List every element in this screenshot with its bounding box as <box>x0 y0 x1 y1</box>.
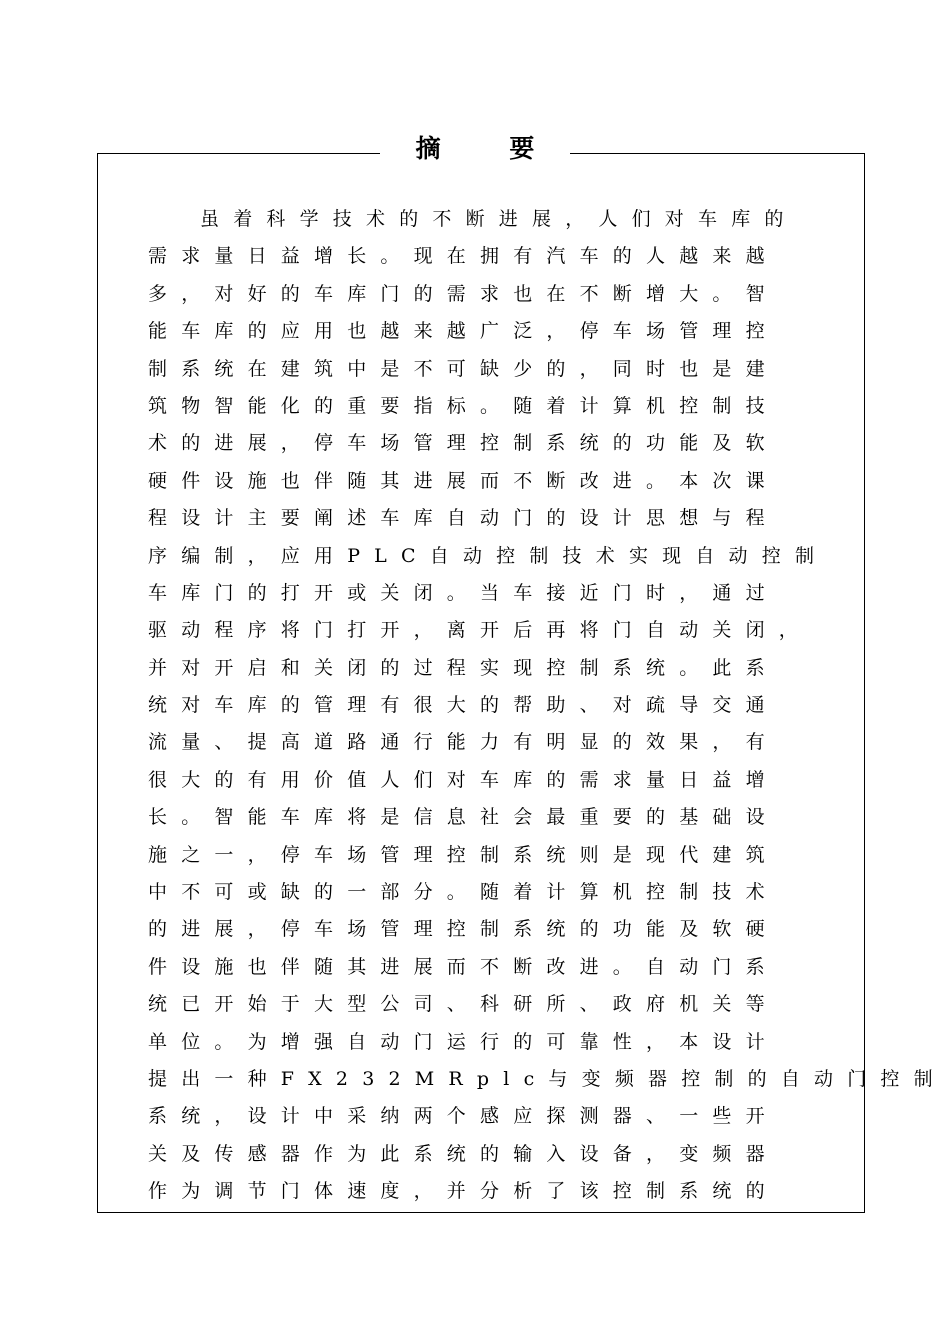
paragraph-line: 术的进展，停车场管理控制系统的功能及软 <box>148 432 779 455</box>
paragraph-line: 需求量日益增长。现在拥有汽车的人越来越 <box>148 245 779 268</box>
page-title: 摘 要 <box>380 128 570 170</box>
paragraph-line: 系统，设计中采纳两个感应探测器、一些开 <box>148 1105 779 1128</box>
paragraph-line: 并对开启和关闭的过程实现控制系统。此系 <box>148 656 779 679</box>
paragraph-line: 流量、提高道路通行能力有明显的效果，有 <box>148 731 779 754</box>
paragraph-line: 长。智能车库将是信息社会最重要的基础设 <box>148 806 779 829</box>
paragraph-line: 筑物智能化的重要指标。随着计算机控制技 <box>148 394 779 417</box>
paragraph-line: 虽着科学技术的不断进展，人们对车库的 <box>200 208 798 230</box>
paragraph-line: 很大的有用价值人们对车库的需求量日益增 <box>148 768 779 791</box>
paragraph-line: 施之一，停车场管理控制系统则是现代建筑 <box>148 843 779 866</box>
paragraph-line: 驱动程序将门打开，离开后再将门自动关闭， <box>148 619 813 642</box>
paragraph-line: 中不可或缺的一部分。随着计算机控制技术 <box>148 881 779 904</box>
paragraph-line: 单位。为增强自动门运行的可靠性，本设计 <box>148 1030 779 1053</box>
paragraph-line: 统已开始于大型公司、科研所、政府机关等 <box>148 993 779 1016</box>
abstract-body <box>148 201 947 1211</box>
paragraph-line: 序编制，应用PLC自动控制技术实现自动控制 <box>148 544 829 567</box>
paragraph-line: 硬件设施也伴随其进展而不断改进。本次课 <box>148 469 779 492</box>
paragraph-line: 能车库的应用也越来越广泛，停车场管理控 <box>148 320 779 343</box>
paragraph-line: 程设计主要阐述车库自动门的设计思想与程 <box>148 507 779 530</box>
paragraph-line: 统对车库的管理有很大的帮助、对疏导交通 <box>148 694 779 717</box>
paragraph-line: 关及传感器作为此系统的输入设备，变频器 <box>148 1142 779 1165</box>
paragraph-line: 车库门的打开或关闭。当车接近门时，通过 <box>148 581 779 604</box>
paragraph-line: 多，对好的车库门的需求也在不断增大。智 <box>148 282 779 305</box>
paragraph-line: 作为调节门体速度，并分析了该控制系统的 <box>148 1180 779 1203</box>
paragraph-line: 提出一种FX232MRplc与变频器控制的自动门控制 <box>148 1067 947 1090</box>
paragraph-line: 件设施也伴随其进展而不断改进。自动门系 <box>148 955 779 978</box>
paragraph-line: 的进展，停车场管理控制系统的功能及软硬 <box>148 918 779 941</box>
paragraph-line: 制系统在建筑中是不可缺少的，同时也是建 <box>148 357 779 380</box>
